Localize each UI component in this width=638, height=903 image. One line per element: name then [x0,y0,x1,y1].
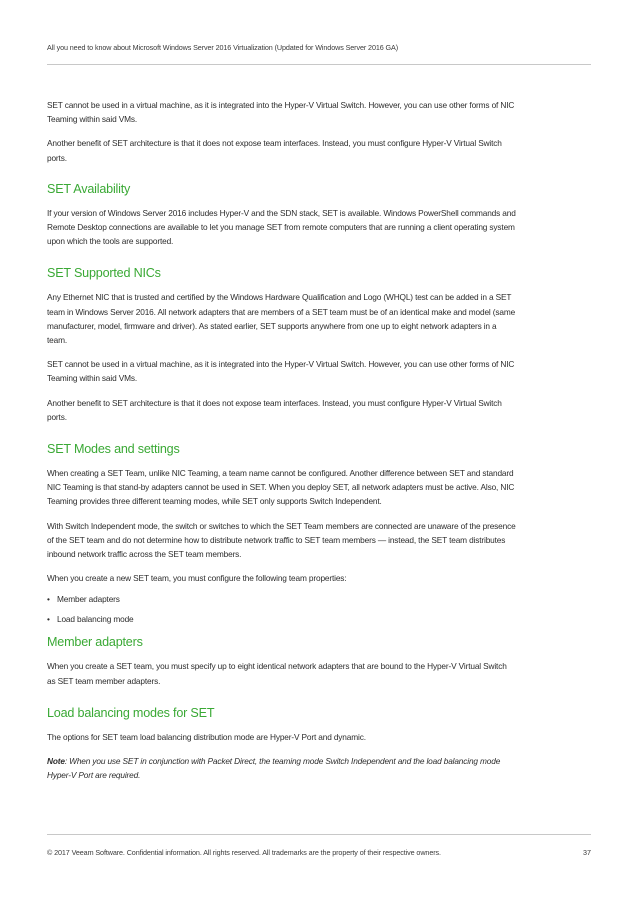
availability-paragraph: If your version of Windows Server 2016 includes Hyper-V and the SDN stack, SET is available. Windows PowerShell commands and Remote Desktop connections are available to let you manage SET from remote computers that are running a client operating system upon which the tools are supported. [47,207,516,247]
heading-set-modes-settings: SET Modes and settings [47,442,180,457]
list-item: • Member adapters [47,594,120,605]
heading-member-adapters: Member adapters [47,635,143,650]
supported-nics-paragraph-1: Any Ethernet NIC that is trusted and certified by the Windows Hardware Qualification and Logo (WHQL) test can be added in a SET team in Windows Server 2016. All network adapters that are members of a SET team must be of an identical make and model (same manufacturer, model, firmware and driver). As stated earlier, SET supports anywhere from one up to eight network adapters in a team. [47,292,516,346]
document-body [47,98,517,782]
modes-paragraph-3: When you create a new SET team, you must configure the following team properties: [47,573,347,584]
intro-paragraph-1: SET cannot be used in a virtual machine, as it is integrated into the Hyper-V Virtual Switch. However, you can use other forms of NIC Teaming within said VMs. [47,100,515,125]
header-divider [47,64,591,65]
note-label: Note [47,756,65,767]
bullet-marker: • [47,614,50,625]
heading-set-supported-nics: SET Supported NICs [47,266,161,281]
note-text: : When you use SET in conjunction with Packet Direct, the teaming mode Switch Independent and the load balancing mode Hyper-V Port are required. [47,756,501,781]
supported-nics-paragraph-2: SET cannot be used in a virtual machine, as it is integrated into the Hyper-V Virtual Switch. However, you can use other forms of NIC Teaming within said VMs. [47,359,515,384]
member-adapters-paragraph: When you create a SET team, you must specify up to eight identical network adapters that are bound to the Hyper-V Virtual Switch as SET team member adapters. [47,661,507,686]
bullet-marker: • [47,594,50,605]
list-item: • Load balancing mode [47,614,134,625]
intro-paragraph-2: Another benefit of SET architecture is that it does not expose team interfaces. Instead, you must configure Hyper-V Virtual Switch ports. [47,138,502,163]
supported-nics-paragraph-3: Another benefit to SET architecture is that it does not expose team interfaces. Instead, you must configure Hyper-V Virtual Switch ports. [47,397,502,422]
page-header-title: All you need to know about Microsoft Windows Server 2016 Virtualization (Updated for Windows Server 2016 GA) [47,43,399,52]
load-balancing-paragraph: The options for SET team load balancing distribution mode are Hyper-V Port and dynamic. [47,731,366,742]
heading-set-availability: SET Availability [47,181,131,196]
modes-paragraph-1: When creating a SET Team, unlike NIC Teaming, a team name cannot be configured. Another difference between SET and standard NIC Teaming is that stand-by adapters cannot be used in SET. When you deploy SET, all network adapters must be active. Also, NIC Teaming provides three different teaming modes, while SET only supports Switch Independent. [47,468,515,507]
footer-divider [47,834,591,835]
team-properties-list [47,592,517,626]
heading-load-balancing-modes: Load balancing modes for SET [47,705,215,720]
modes-paragraph-2: With Switch Independent mode, the switch or switches to which the SET Team members are connected are unaware of the presence of the SET team and do not determine how to distribute network traffic to SET team members — instead, the SET team distributes inbound network traffic across the SET team members. [47,520,516,560]
footer-copyright: © 2017 Veeam Software. Confidential information. All rights reserved. All trademarks are the property of their respective owners. [47,848,441,857]
page-number: 37 [583,848,591,857]
note-paragraph [47,754,517,782]
